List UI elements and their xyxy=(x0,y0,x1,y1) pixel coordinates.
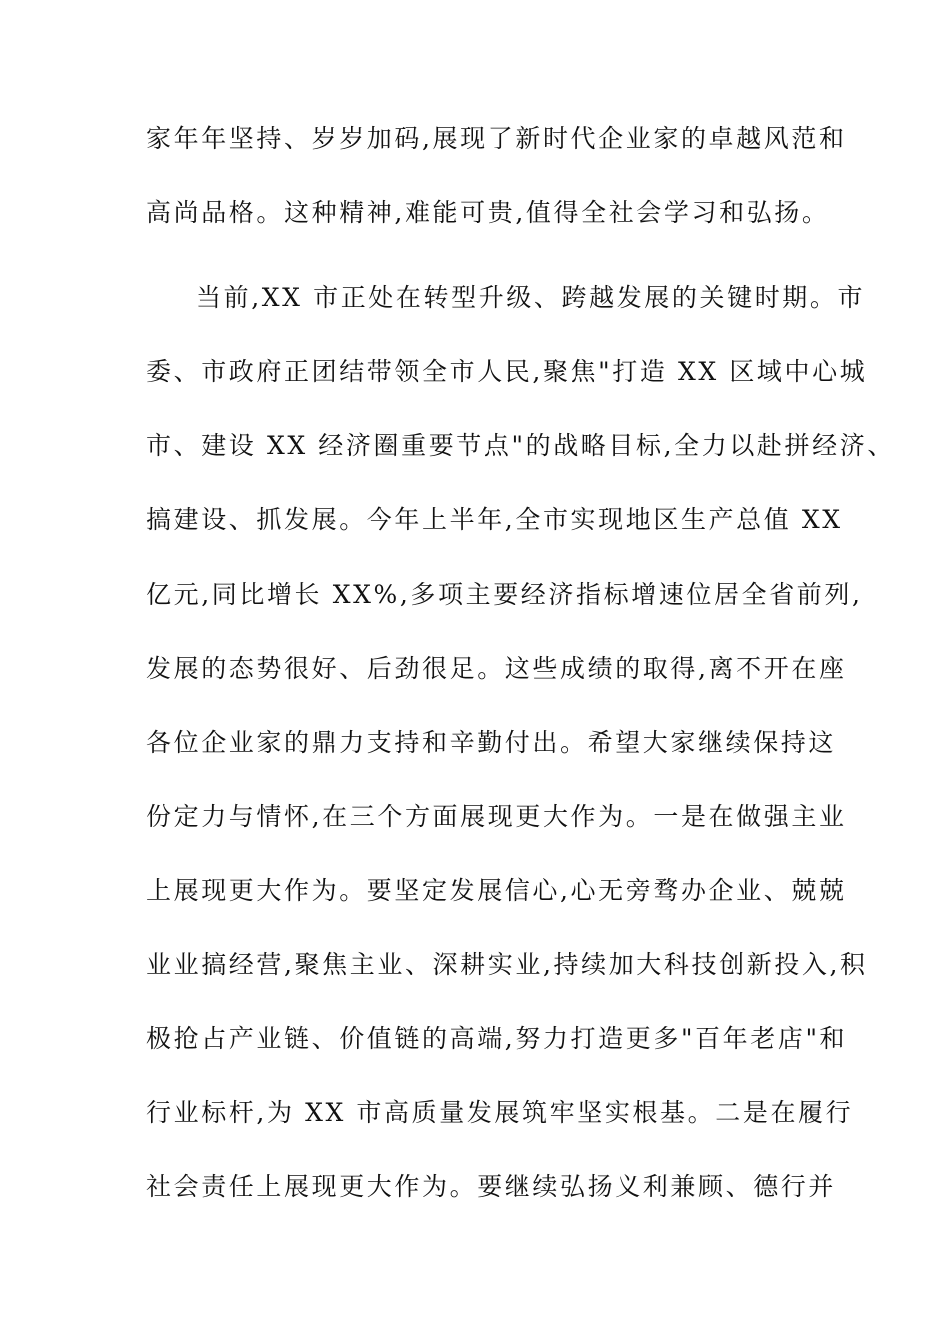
text-line-10: 份定力与情怀,在三个方面展现更大作为。一是在做强主业 xyxy=(146,802,847,831)
text-line-3: 当前,XX 市正处在转型升级、跨越发展的关键时期。市 xyxy=(196,283,866,312)
text-line-15: 社会责任上展现更大作为。要继续弘扬义利兼顾、德行并 xyxy=(146,1172,837,1201)
text-line-4: 委、市政府正团结带领全市人民,聚焦"打造 XX 区域中心城 xyxy=(146,357,868,386)
text-line-12: 业业搞经营,聚焦主业、深耕实业,持续加大科技创新投入,积 xyxy=(146,950,868,979)
text-line-11: 上展现更大作为。要坚定发展信心,心无旁骛办企业、兢兢 xyxy=(146,876,847,905)
text-line-5: 市、建设 XX 经济圈重要节点"的战略目标,全力以赴拼经济、 xyxy=(146,431,895,460)
text-line-8: 发展的态势很好、后劲很足。这些成绩的取得,离不开在座 xyxy=(146,654,847,683)
text-line-9: 各位企业家的鼎力支持和辛勤付出。希望大家继续保持这 xyxy=(146,728,837,757)
text-line-6: 搞建设、抓发展。今年上半年,全市实现地区生产总值 XX xyxy=(146,505,843,534)
text-line-1: 家年年坚持、岁岁加码,展现了新时代企业家的卓越风范和 xyxy=(146,124,847,153)
text-line-7: 亿元,同比增长 XX%,多项主要经济指标增速位居全省前列, xyxy=(146,580,863,609)
text-line-14: 行业标杆,为 XX 市高质量发展筑牢坚实根基。二是在履行 xyxy=(146,1098,854,1127)
text-line-13: 极抢占产业链、价值链的高端,努力打造更多"百年老店"和 xyxy=(146,1024,848,1053)
text-line-2: 高尚品格。这种精神,难能可贵,值得全社会学习和弘扬。 xyxy=(146,198,830,227)
